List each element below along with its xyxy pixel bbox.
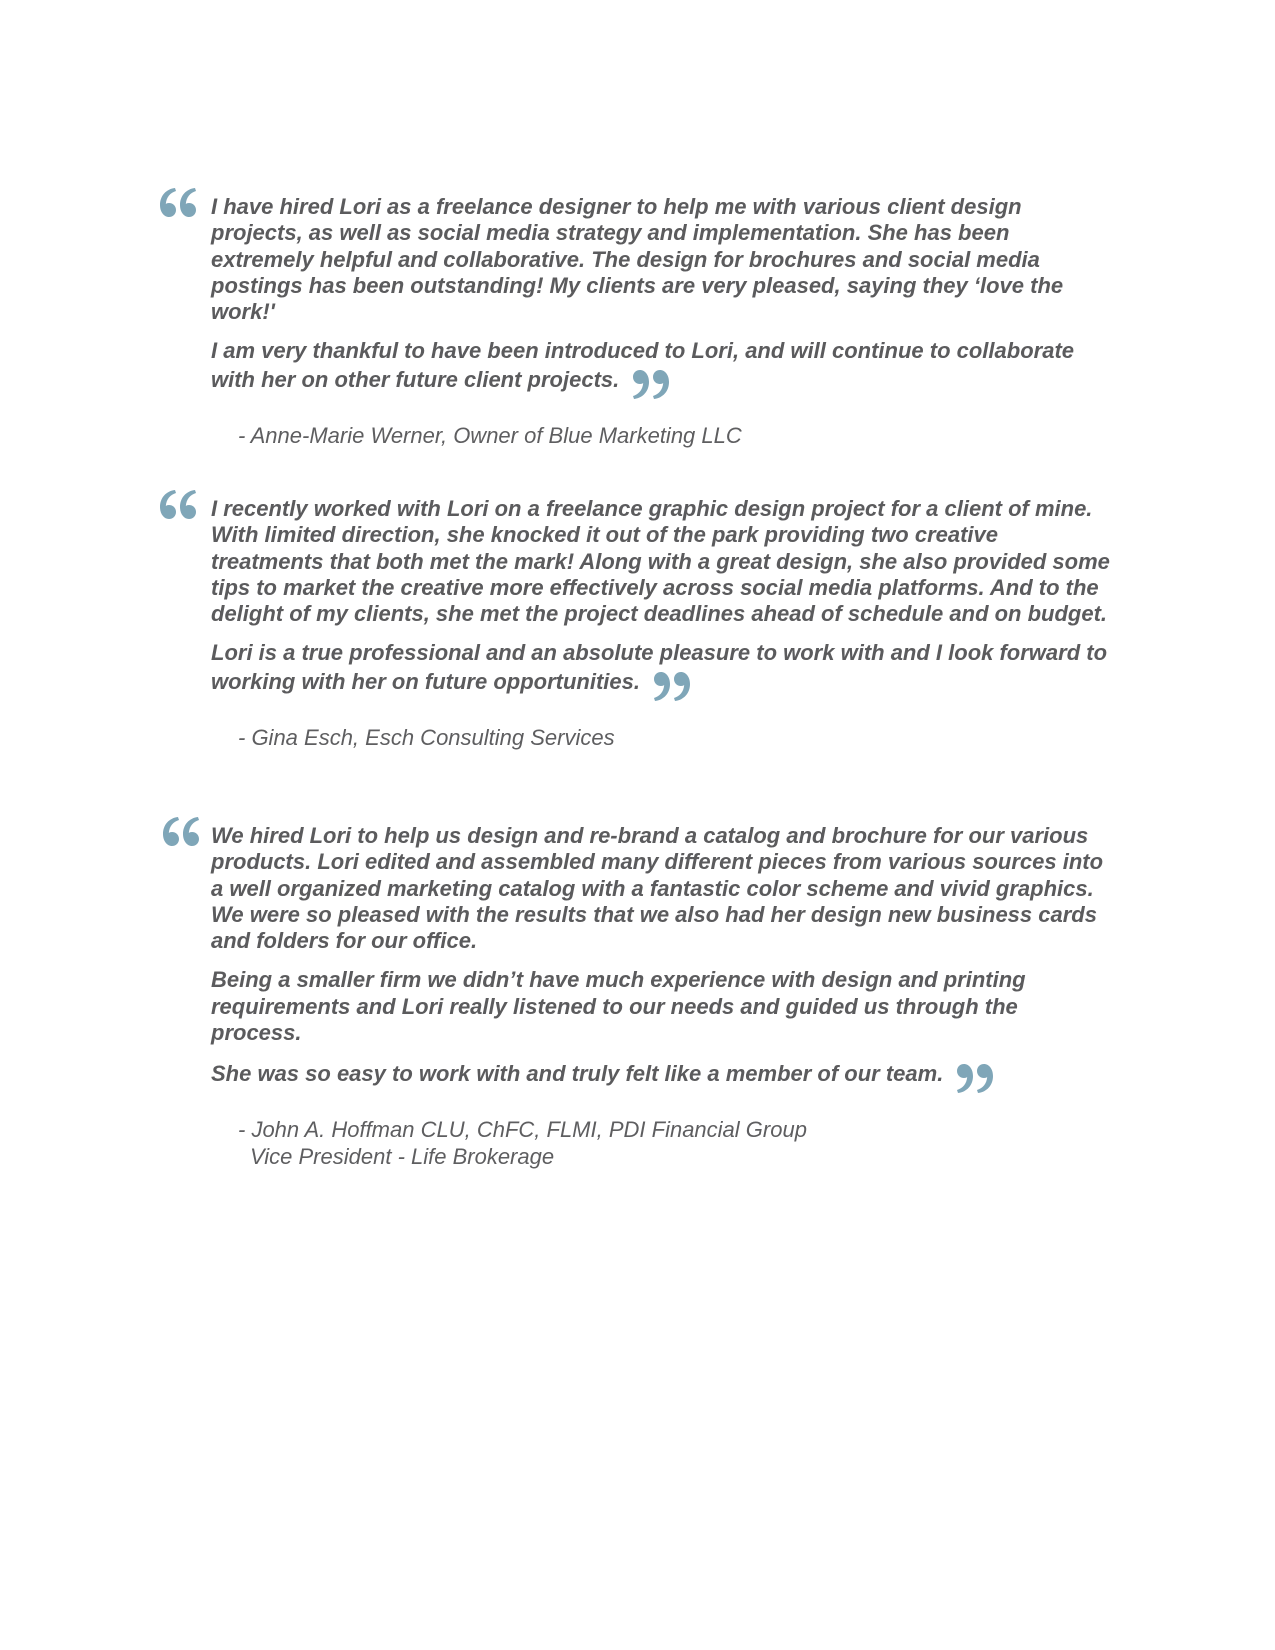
testimonial-paragraph: She was so easy to work with and truly felt like a member of our team. bbox=[211, 1059, 1111, 1095]
close-quote-icon bbox=[631, 365, 671, 401]
testimonial-attribution bbox=[238, 423, 1118, 449]
testimonial-attribution bbox=[238, 1117, 1118, 1170]
testimonial-3 bbox=[158, 823, 1118, 1170]
testimonial-paragraph: Being a smaller firm we didn’t have much experience with design and printing requirements and Lori really listened to our needs and guided us through the process. bbox=[211, 967, 1026, 1046]
testimonial-body bbox=[211, 496, 1111, 703]
testimonial-paragraph: We hired Lori to help us design and re-brand a catalog and brochure for our various products. Lori edited and assembled many different pieces from various sources into a well organized marketing catalog with a fantastic color scheme and vivid graphics. We were so pleased with the results that we also had her design new business cards and folders for our office. bbox=[211, 823, 1104, 954]
testimonial-attribution bbox=[238, 725, 1118, 751]
testimonial-paragraph: I am very thankful to have been introduced to Lori, and will continue to collaborate with her on other future client projects. bbox=[211, 338, 1111, 400]
close-quote-icon bbox=[955, 1059, 995, 1095]
testimonial-paragraph: I recently worked with Lori on a freelance graphic design project for a client of mine. With limited direction, she knocked it out of the park providing two creative treatments that both met the mark! Along with a great design, she also provided some tips to market the creative more effectively across social media platforms. And to the delight of my clients, she met the project deadlines ahead of schedule and on budget. bbox=[211, 496, 1110, 627]
testimonial-paragraph: I have hired Lori as a freelance designer to help me with various client design projects, as well as social media strategy and implementation. She has been extremely helpful and collaborative. The design for brochures and social media postings has been outstanding! My clients are very pleased, saying they ‘love the work!' bbox=[211, 194, 1064, 325]
open-quote-icon bbox=[161, 815, 201, 851]
attribution-line: - John A. Hoffman CLU, ChFC, FLMI, PDI Financial Group bbox=[238, 1117, 807, 1143]
testimonial-paragraph: Lori is a true professional and an absolute pleasure to work with and I look forward to working with her on future opportunities. bbox=[211, 640, 1111, 702]
attribution-title-line: Vice President - Life Brokerage bbox=[250, 1143, 555, 1169]
testimonial-2 bbox=[158, 496, 1118, 751]
close-quote-icon bbox=[652, 667, 692, 703]
testimonial-body bbox=[211, 194, 1111, 401]
open-quote-icon bbox=[158, 186, 198, 222]
testimonial-body bbox=[211, 823, 1111, 1095]
attribution-line: - Gina Esch, Esch Consulting Services bbox=[238, 724, 615, 750]
open-quote-icon bbox=[158, 488, 198, 524]
attribution-line: - Anne-Marie Werner, Owner of Blue Marketing LLC bbox=[238, 422, 742, 448]
testimonial-1 bbox=[158, 194, 1118, 449]
